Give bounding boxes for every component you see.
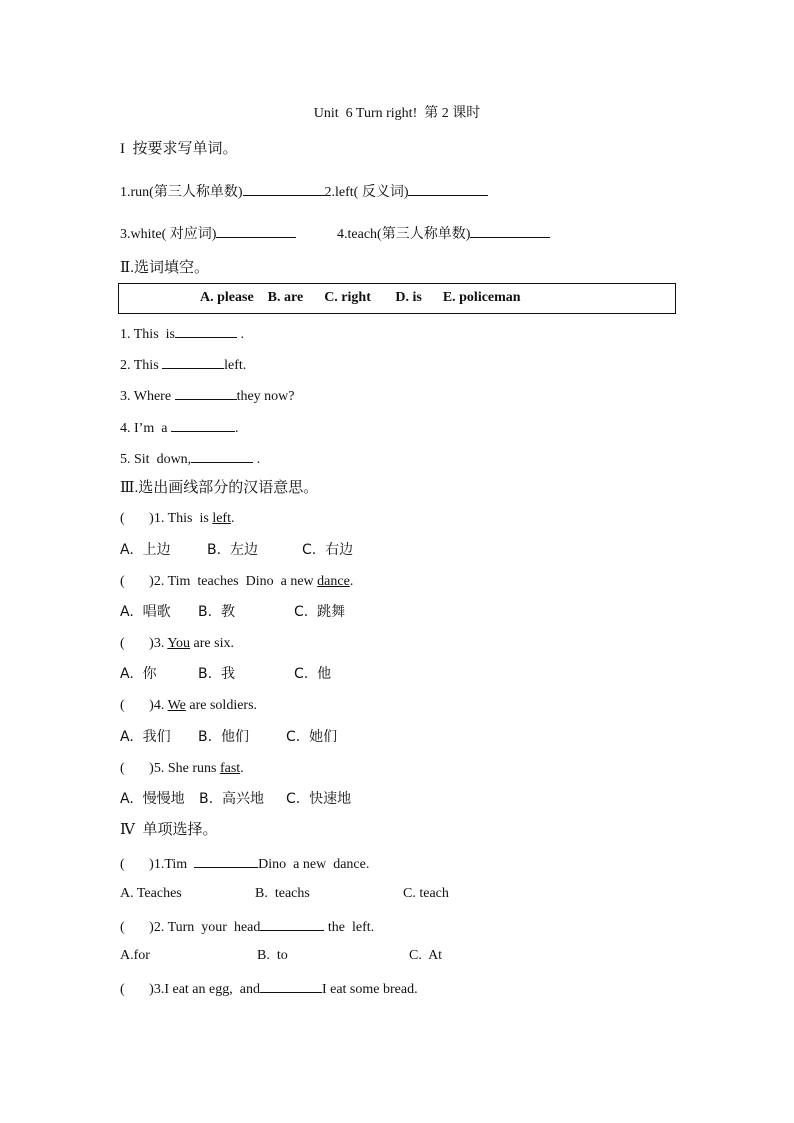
question-row — [120, 760, 244, 778]
option-b[interactable]: B. 教 — [198, 604, 235, 620]
section-1-heading: I 按要求写单词。 — [120, 141, 238, 157]
answer-blank[interactable] — [194, 853, 258, 868]
question-row — [120, 448, 260, 469]
option-b[interactable]: B. 高兴地 — [199, 791, 264, 807]
option-b[interactable]: B. 我 — [198, 666, 235, 682]
answer-blank[interactable] — [470, 223, 550, 238]
page-title: Unit 6 Turn right! 第 2 课时 — [313, 106, 481, 121]
underlined-word: left — [212, 511, 231, 526]
option-b[interactable]: B. to — [257, 948, 288, 963]
question-text: 1. This is — [120, 327, 175, 342]
question-text: 2. This — [120, 358, 163, 373]
word-bank — [200, 290, 521, 306]
question-row — [120, 385, 295, 406]
section-4-heading: Ⅳ 单项选择。 — [120, 822, 218, 838]
question-row — [120, 853, 369, 874]
word-option: C. right — [324, 290, 371, 305]
word-option: B. are — [267, 290, 304, 305]
underlined-word: fast — [219, 761, 241, 776]
question-text: . — [349, 574, 354, 589]
question-text: ( )4. — [120, 698, 168, 713]
question-text: ( )5. She runs — [120, 761, 220, 776]
question-text: they now? — [236, 389, 295, 404]
question-text: ( )2. Turn your head — [120, 920, 261, 935]
answer-blank[interactable] — [175, 385, 237, 400]
question-text: 4. I’m a — [120, 421, 171, 436]
question-row — [120, 916, 374, 937]
question-text: are soldiers. — [185, 698, 258, 713]
answer-blank[interactable] — [171, 417, 235, 432]
answer-blank[interactable] — [175, 323, 237, 338]
option-a[interactable]: A. 唱歌 — [120, 604, 171, 620]
question-row — [120, 978, 418, 999]
underlined-word: You — [167, 636, 191, 651]
option-c[interactable]: C. 他 — [294, 666, 332, 682]
word-option: D. is — [395, 290, 422, 305]
question-row — [337, 223, 550, 244]
question-row — [120, 323, 244, 344]
question-text: I eat some bread. — [321, 982, 418, 997]
answer-blank[interactable] — [191, 448, 253, 463]
word-option: E. policeman — [442, 290, 521, 305]
question-text: left. — [224, 358, 247, 373]
option-b[interactable]: B. teachs — [255, 886, 310, 901]
question-text: ( )1. This is — [120, 511, 213, 526]
underlined-word: dance — [317, 574, 350, 589]
question-text: 2.left( 反义词) — [324, 185, 409, 200]
question-text: 4.teach(第三人称单数) — [337, 227, 471, 242]
question-text: Dino a new dance. — [258, 857, 370, 872]
option-a[interactable]: A. Teaches — [120, 886, 182, 901]
option-b[interactable]: B. 他们 — [198, 729, 249, 745]
section-2-heading: Ⅱ.选词填空。 — [120, 260, 209, 276]
question-row — [120, 417, 238, 438]
option-a[interactable]: A. 你 — [120, 666, 157, 682]
option-a[interactable]: A. 上边 — [120, 542, 171, 558]
section-3-heading: Ⅲ.选出画线部分的汉语意思。 — [120, 480, 319, 496]
question-text: . — [234, 421, 239, 436]
question-text: 3.white( 对应词) — [120, 227, 217, 242]
option-c[interactable]: C. 跳舞 — [294, 604, 346, 620]
question-text: 3. Where — [120, 389, 175, 404]
answer-blank[interactable] — [243, 181, 325, 196]
underlined-word: We — [167, 698, 186, 713]
option-c[interactable]: C. At — [409, 948, 443, 963]
answer-blank[interactable] — [408, 181, 488, 196]
question-text: ( )3.I eat an egg, and — [120, 982, 260, 997]
answer-blank[interactable] — [162, 354, 224, 369]
question-row — [120, 354, 246, 375]
question-text: ( )2. Tim teaches Dino a new — [120, 574, 318, 589]
option-a[interactable]: A.for — [120, 948, 150, 963]
question-row — [120, 697, 257, 715]
question-text: . — [236, 327, 244, 342]
question-text: . — [240, 761, 244, 776]
option-a[interactable]: A. 我们 — [120, 729, 171, 745]
question-row — [120, 181, 488, 202]
option-a[interactable]: A. 慢慢地 — [120, 791, 185, 807]
question-text: 5. Sit down, — [120, 452, 192, 467]
option-c[interactable]: C. teach — [403, 886, 449, 901]
question-text: ( )1.Tim — [120, 857, 195, 872]
question-text: are six. — [190, 636, 234, 651]
question-row — [120, 510, 234, 528]
option-c[interactable]: C. 右边 — [302, 542, 354, 558]
question-text: . — [253, 452, 261, 467]
option-c[interactable]: C. 她们 — [286, 729, 338, 745]
question-row — [120, 635, 234, 653]
question-row — [120, 573, 353, 591]
answer-blank[interactable] — [260, 916, 324, 931]
question-text: 1.run(第三人称单数) — [120, 185, 243, 200]
question-row — [120, 223, 296, 244]
answer-blank[interactable] — [216, 223, 296, 238]
word-option: A. please — [200, 290, 254, 305]
question-text: the left. — [324, 920, 375, 935]
question-text: . — [230, 511, 235, 526]
option-c[interactable]: C. 快速地 — [286, 791, 352, 807]
option-b[interactable]: B. 左边 — [207, 542, 258, 558]
question-text: ( )3. — [120, 636, 168, 651]
answer-blank[interactable] — [260, 978, 322, 993]
